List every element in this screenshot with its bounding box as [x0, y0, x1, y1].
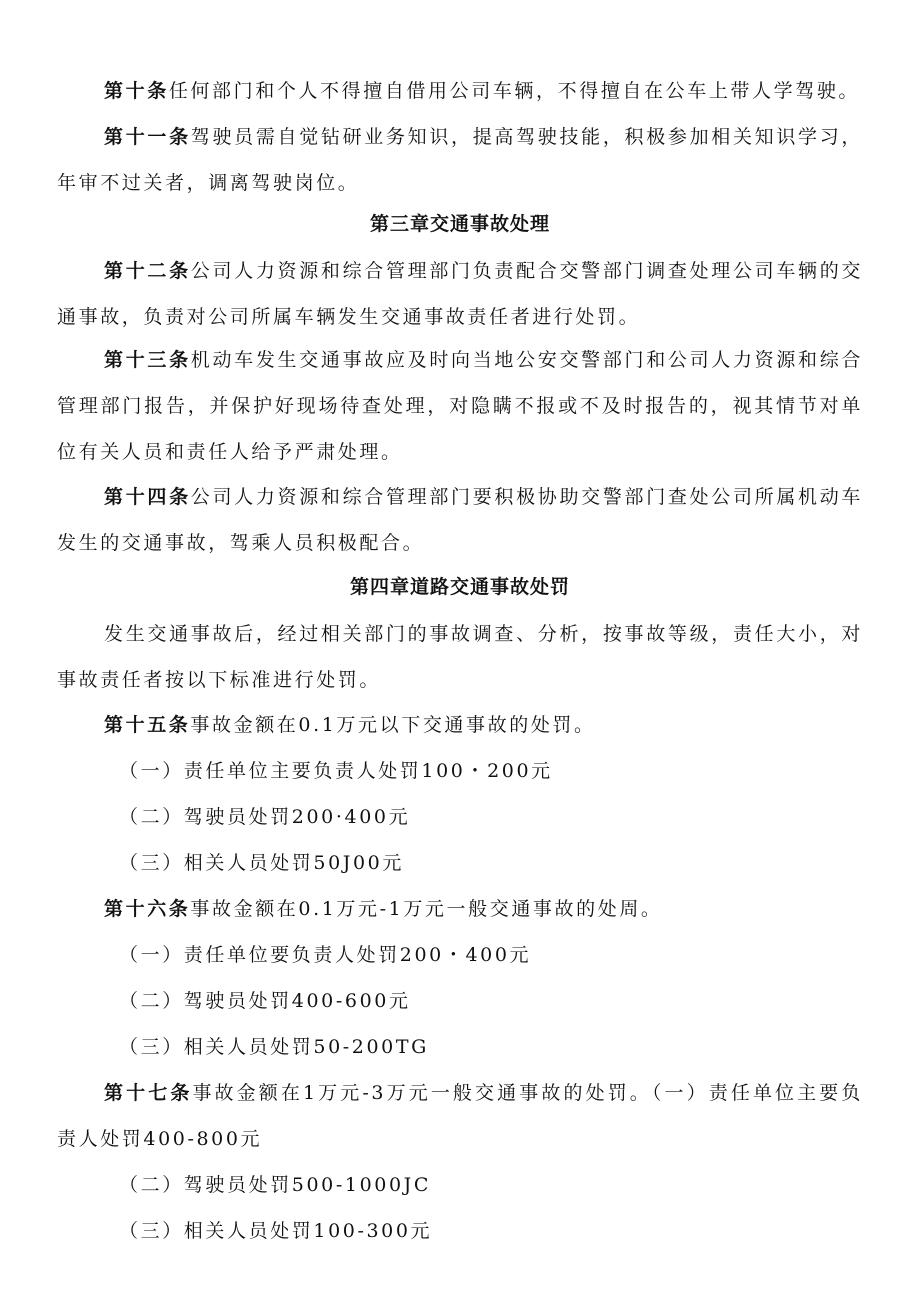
article-12-label: 第十二条: [104, 260, 191, 282]
article-13: [57, 337, 863, 475]
article-16-item-3: （三）相关人员处罚50-200TG: [119, 1036, 429, 1058]
article-17-text: 事故金额在1万元-3万元一般交通事故的处罚。（一）责任单位主要负责人处罚400-800元: [57, 1082, 863, 1150]
article-17-label: 第十七条: [104, 1082, 193, 1104]
article-10-text: 任何部门和个人不得擅自借用公司车辆，不得擅自在公车上带人学驾驶。: [168, 80, 861, 102]
article-11-text: 驾驶员需自觉钻研业务知识，提高驾驶技能，积极参加相关知识学习，年审不过关者，调离驾驶岗位。: [57, 126, 864, 194]
article-15-item-2: （二）驾驶员处罚200·400元: [119, 806, 411, 828]
chapter-3-heading: 第三章交通事故处理: [369, 213, 550, 235]
article-10-label: 第十条: [104, 80, 169, 102]
article-15-text: 事故金额在0.1万元以下交通事故的处罚。: [190, 714, 596, 736]
article-17-item-2: （二）驾驶员处罚500-1000JC: [119, 1174, 431, 1196]
article-16-text: 事故金额在0.1万元-1万元一般交通事故的处周。: [190, 898, 663, 920]
article-16-item-1: （一）责任单位要负责人处罚200・400元: [119, 944, 532, 966]
chapter-4-intro: 发生交通事故后，经过相关部门的事故调查、分析，按事故等级，责任大小，对事故责任者按以下标准进行处罚。: [57, 623, 863, 691]
chapter-4-heading: 第四章道路交通事故处罚: [349, 576, 570, 598]
article-10: [57, 68, 863, 114]
article-14-label: 第十四条: [104, 486, 191, 508]
article-15: [57, 702, 863, 748]
article-13-label: 第十三条: [104, 349, 191, 371]
article-16-item-2: （二）驾驶员处罚400-600元: [119, 990, 411, 1012]
article-15-label: 第十五条: [104, 714, 191, 736]
article-11-label: 第十一条: [104, 126, 191, 148]
article-16: [57, 886, 863, 932]
article-17: [57, 1070, 863, 1162]
article-16-label: 第十六条: [104, 898, 191, 920]
article-17-item-3: （三）相关人员处罚100-300元: [119, 1220, 433, 1242]
article-14: [57, 474, 863, 566]
article-13-text: 机动车发生交通事故应及时向当地公安交警部门和公司人力资源和综合管理部门报告，并保护好现场待查处理，对隐瞒不报或不及时报告的，视其情节对单位有关人员和责任人给予严肃处理。: [57, 349, 864, 463]
article-15-item-3: （三）相关人员处罚50J00元: [119, 852, 404, 874]
article-15-item-1: （一）责任单位主要负责人处罚100・200元: [119, 760, 553, 782]
article-12-text: 公司人力资源和综合管理部门负责配合交警部门调查处理公司车辆的交通事故，负责对公司所属车辆发生交通事故责任者进行处罚。: [57, 260, 864, 328]
article-14-text: 公司人力资源和综合管理部门要积极协助交警部门查处公司所属机动车发生的交通事故，驾乘人员积极配合。: [57, 486, 864, 554]
article-12: [57, 248, 863, 340]
article-11: [57, 114, 863, 206]
